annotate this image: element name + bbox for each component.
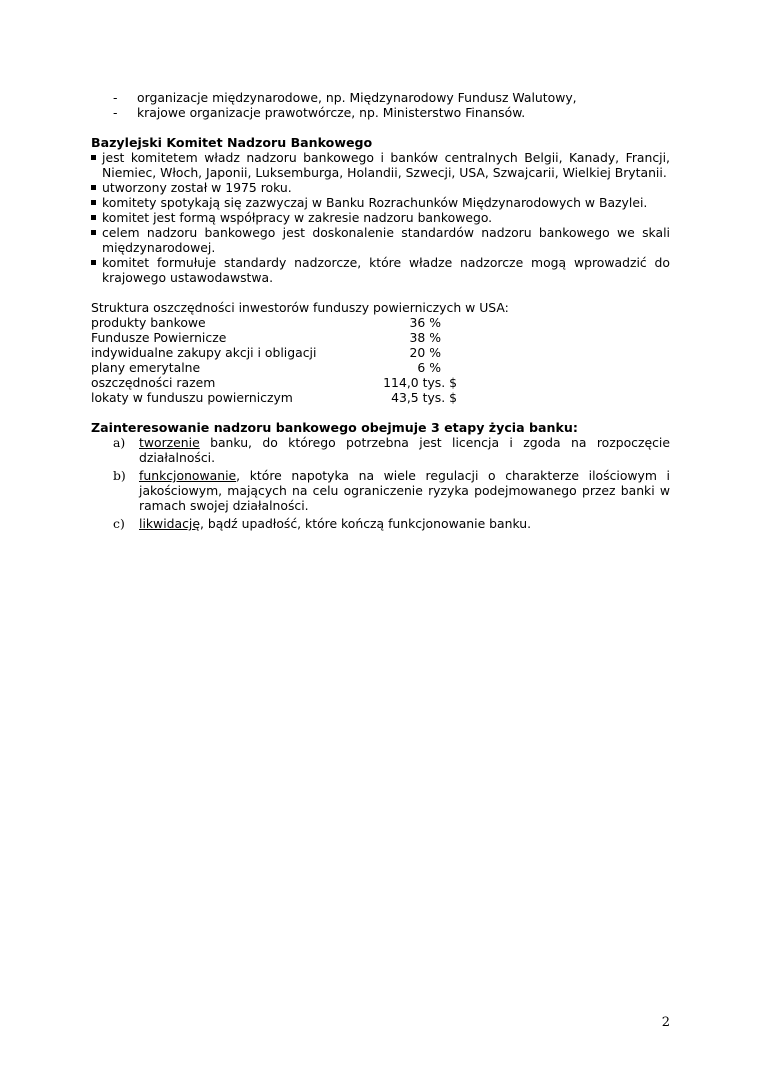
table-row: [91, 345, 457, 360]
square-bullet-icon: [91, 185, 96, 190]
basel-heading: Bazylejski Komitet Nadzoru Bankowego: [91, 135, 373, 150]
intro-list: [91, 90, 670, 120]
table-row: [91, 360, 457, 375]
list-item: [91, 105, 670, 120]
list-item-text: organizacje międzynarodowe, np. Międzynarodowy Fundusz Walutowy,: [137, 90, 577, 105]
row-label: produkty bankowe: [91, 315, 206, 330]
stages-list: [91, 435, 670, 531]
basel-list: [91, 150, 670, 285]
row-value: 38 %: [409, 330, 441, 345]
list-item-text: komitety spotykają się zazwyczaj w Banku Rozrachunków Międzynarodowych w Bazylei.: [102, 195, 648, 210]
square-bullet-icon: [91, 200, 96, 205]
list-item: [91, 516, 670, 531]
list-item-text: celem nadzoru bankowego jest doskonalenie standardów nadzoru bankowego we skali międzynarodowej.: [102, 225, 670, 255]
savings-title: Struktura oszczędności inwestorów funduszy powierniczych w USA:: [91, 300, 509, 315]
list-item: [91, 180, 670, 195]
square-bullet-icon: [91, 215, 96, 220]
stage-term: likwidację: [139, 516, 200, 531]
row-label: indywidualne zakupy akcji i obligacji: [91, 345, 317, 360]
page-number: 2: [661, 1015, 670, 1030]
row-label: Fundusze Powiernicze: [91, 330, 227, 345]
stage-description: banku, do którego potrzebna jest licencja i zgoda na rozpoczęcie działalności.: [139, 435, 670, 465]
list-item: [91, 435, 670, 465]
table-row: [91, 315, 457, 330]
row-value: 20 %: [409, 345, 441, 360]
list-item: [91, 210, 670, 225]
row-value: 36 %: [409, 315, 441, 330]
row-label: plany emerytalne: [91, 360, 201, 375]
list-item: [91, 90, 670, 105]
list-item-text: komitet formułuje standardy nadzorcze, które władze nadzorcze mogą wprowadzić do krajowego ustawodawstwa.: [102, 255, 670, 285]
table-row: [91, 375, 457, 390]
dash-marker: -: [113, 105, 118, 120]
list-item: [91, 150, 670, 180]
stage-term: tworzenie: [139, 435, 200, 450]
list-item-text: jest komitetem władz nadzoru bankowego i banków centralnych Belgii, Kanady, Francji, Niemiec, Włoch, Japonii, Luksemburga, Holandii, Szwecji, USA, Szwajcarii, Wielkiej Brytanii.: [102, 150, 670, 180]
list-item-text: krajowe organizacje prawotwórcze, np. Ministerstwo Finansów.: [137, 105, 526, 120]
list-item: [91, 468, 670, 513]
row-value: 6 %: [417, 360, 441, 375]
stages-heading: Zainteresowanie nadzoru bankowego obejmuje 3 etapy życia banku:: [91, 420, 578, 435]
list-item: [91, 195, 670, 210]
row-value: 114,0 tys. $: [383, 375, 457, 390]
stage-description: , które napotyka na wiele regulacji o charakterze ilościowym i jakościowym, mających na celu ograniczenie ryzyka podejmowanego przez banki w ramach swojej działalności.: [139, 468, 670, 513]
row-label: lokaty w funduszu powierniczym: [91, 390, 293, 405]
table-row: [91, 390, 457, 405]
row-value: 43,5 tys. $: [391, 390, 457, 405]
list-item-text: utworzony został w 1975 roku.: [102, 180, 292, 195]
list-marker: a): [113, 435, 126, 450]
list-marker: c): [113, 516, 125, 531]
list-marker: b): [113, 468, 126, 483]
table-row: [91, 330, 457, 345]
page-content: [91, 90, 670, 534]
square-bullet-icon: [91, 260, 96, 265]
savings-table: [91, 315, 457, 405]
square-bullet-icon: [91, 230, 96, 235]
row-label: oszczędności razem: [91, 375, 216, 390]
list-item-text: komitet jest formą współpracy w zakresie nadzoru bankowego.: [102, 210, 493, 225]
stage-term: funkcjonowanie: [139, 468, 237, 483]
list-item: [91, 225, 670, 255]
list-item: [91, 255, 670, 285]
dash-marker: -: [113, 90, 118, 105]
stage-description: , bądź upadłość, które kończą funkcjonowanie banku.: [199, 516, 532, 531]
square-bullet-icon: [91, 155, 96, 160]
